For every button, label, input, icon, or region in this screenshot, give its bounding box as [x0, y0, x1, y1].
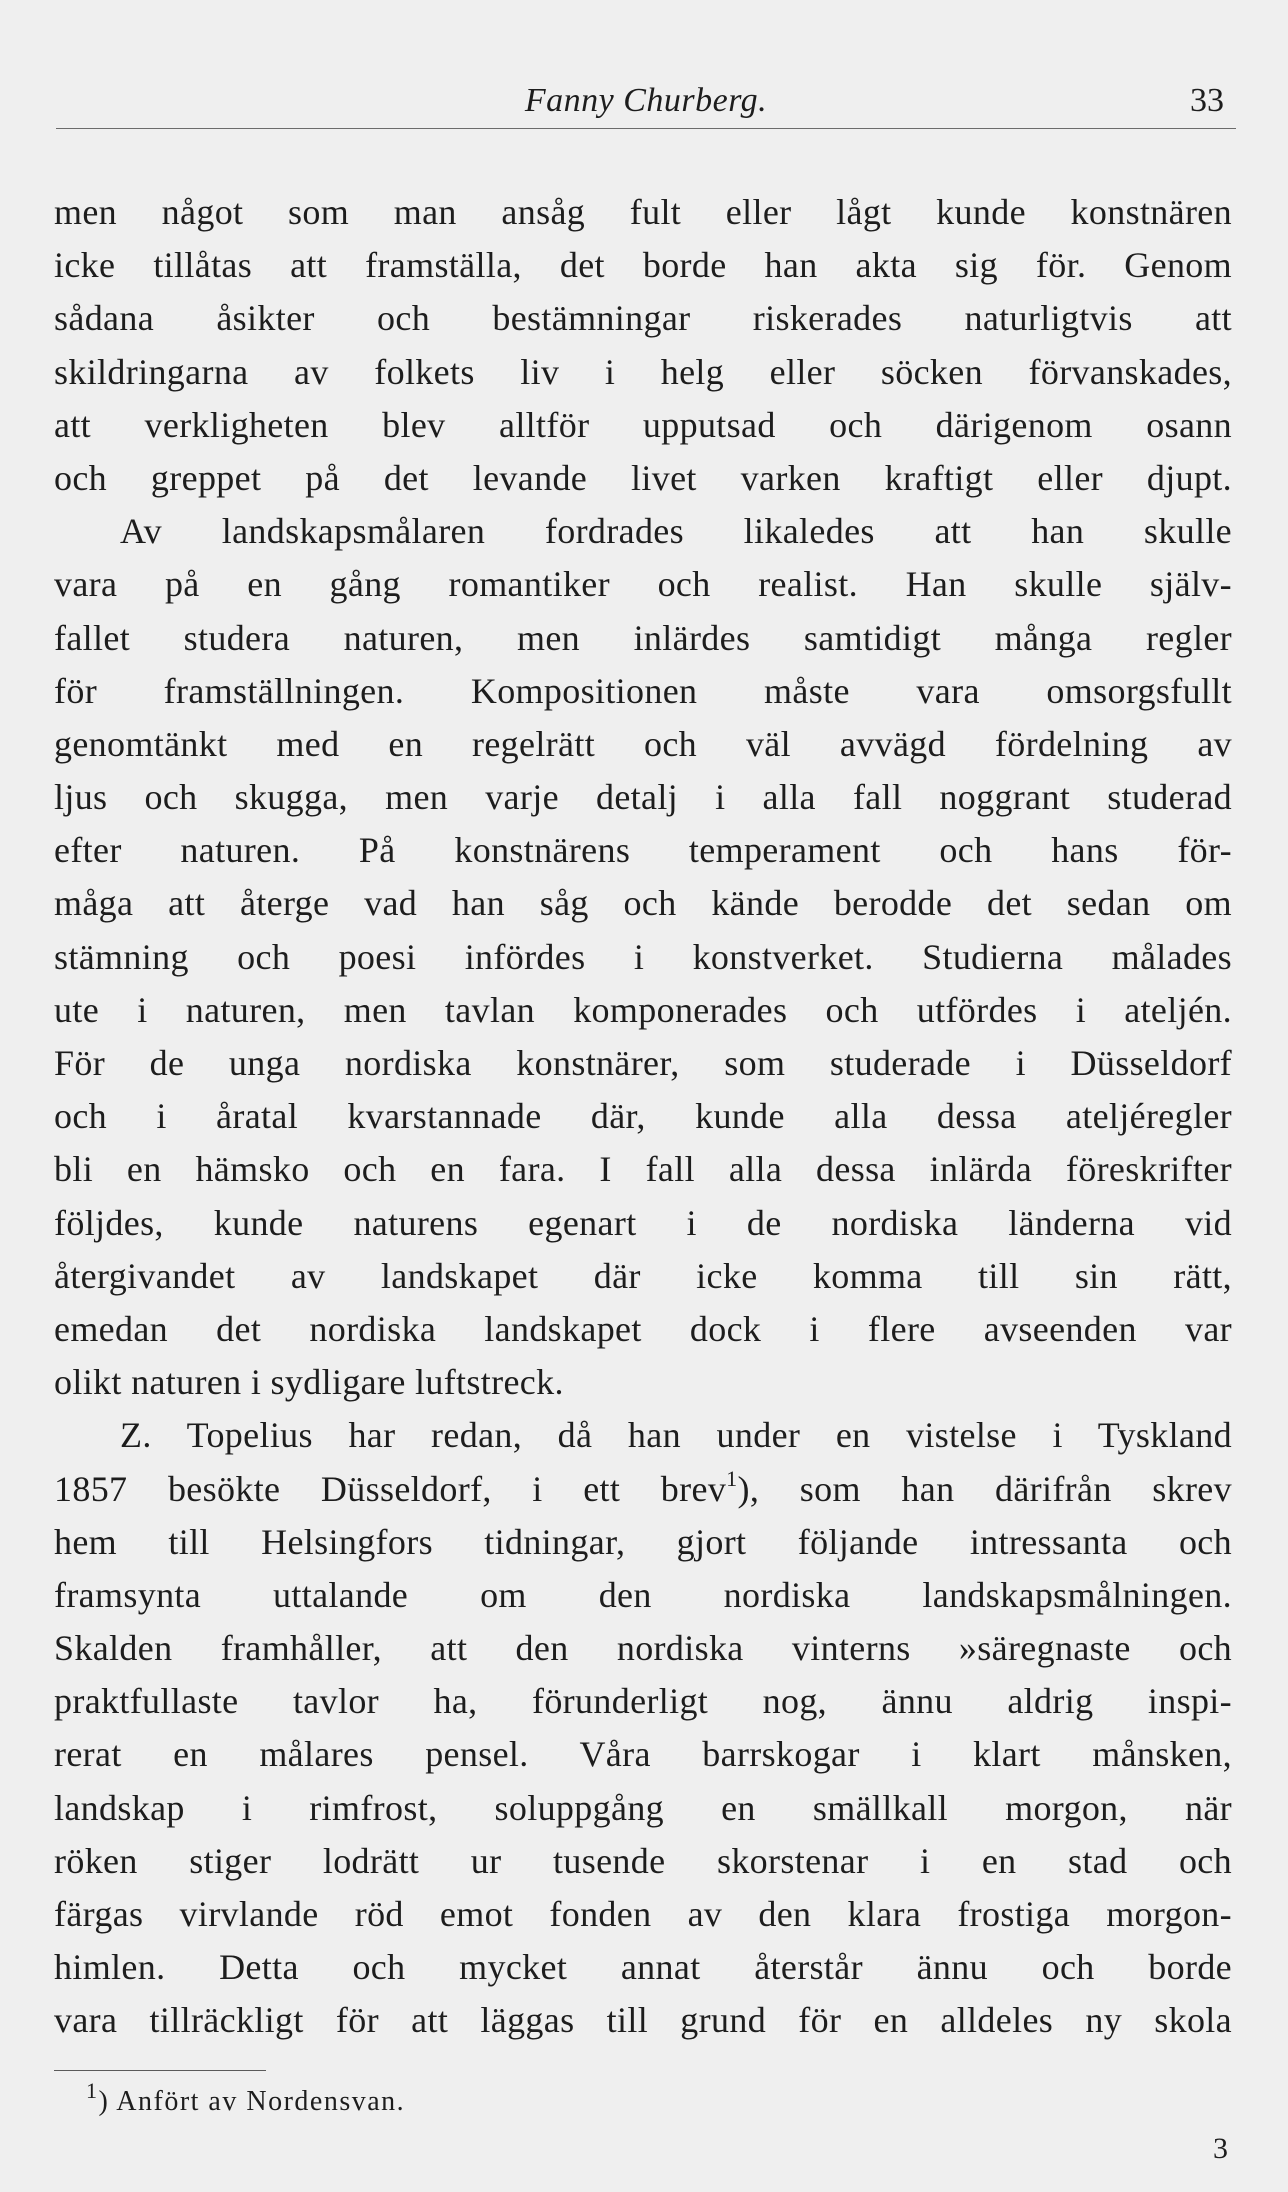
text-line-content: ljus och skugga, men varje detalj i alla fall noggrant studerad — [54, 777, 1232, 818]
text-line-content: Z. Topelius har redan, då han under en vistelse i Tyskland — [120, 1415, 1232, 1456]
text-line-content: skildringarna av folkets liv i helg eller söcken förvanskades, — [54, 351, 1232, 392]
text-line — [54, 1941, 1232, 1994]
text-line-content: hem till Helsingfors tidningar, gjort följande intressanta och — [54, 1521, 1232, 1562]
text-line — [54, 1994, 1232, 2047]
footnote — [86, 2077, 406, 2120]
text-line-content: landskap i rimfrost, soluppgång en smällkall morgon, när — [54, 1787, 1232, 1828]
text-line-content: praktfullaste tavlor ha, förunderligt nog, ännu aldrig inspi- — [54, 1681, 1232, 1722]
text-line-content: stämning och poesi infördes i konstverket. Studierna målades — [54, 936, 1232, 977]
text-line — [54, 186, 1232, 239]
text-line-content: Skalden framhåller, att den nordiska vinterns »säregnaste och — [54, 1628, 1232, 1669]
text-line — [54, 346, 1232, 399]
text-line-content: icke tillåtas att framställa, det borde han akta sig för. Genom — [54, 245, 1232, 286]
text-line — [54, 1622, 1232, 1675]
text-line-content: vara på en gång romantiker och realist. Han skulle själv- — [54, 564, 1232, 605]
text-line — [54, 877, 1232, 930]
text-line — [54, 824, 1232, 877]
running-title: Fanny Churberg. — [524, 82, 768, 119]
text-line — [54, 771, 1232, 824]
text-line-content: att verkligheten blev alltför upputsad och därigenom osann — [54, 404, 1232, 445]
text-line-content: sådana åsikter och bestämningar riskerades naturligtvis att — [54, 298, 1232, 339]
signature-mark: 3 — [1213, 2132, 1228, 2165]
text-line — [54, 931, 1232, 984]
text-line-content: himlen. Detta och mycket annat återstår ännu och borde — [54, 1947, 1232, 1988]
text-line-content: för framställningen. Kompositionen måste vara omsorgsfullt — [54, 670, 1232, 711]
text-line-content: ute i naturen, men tavlan komponerades och utfördes i ateljén. — [54, 989, 1232, 1030]
text-line — [54, 1090, 1232, 1143]
text-line — [54, 1463, 1232, 1516]
text-line-content: färgas virvlande röd emot fonden av den klara frostiga morgon- — [54, 1894, 1232, 1934]
text-line — [54, 665, 1232, 718]
footnote-marker: 1 — [86, 2077, 99, 2103]
text-line — [54, 1728, 1232, 1781]
text-line-content: 1857 besökte Düsseldorf, i ett brev — [54, 1468, 727, 1509]
text-line-continuation: ), som han därifrån skrev — [737, 1468, 1232, 1509]
text-line — [54, 984, 1232, 1037]
text-line — [54, 1782, 1232, 1835]
text-line — [54, 1143, 1232, 1196]
running-head — [56, 78, 1236, 129]
text-line-content: framsynta uttalande om den nordiska landskapsmålningen. — [54, 1574, 1232, 1615]
text-line — [54, 452, 1232, 505]
text-line — [54, 505, 1232, 558]
text-line — [54, 1409, 1232, 1462]
text-line — [54, 1569, 1232, 1622]
body-text — [54, 186, 1232, 2048]
text-line — [54, 612, 1232, 665]
text-line — [54, 1250, 1232, 1303]
text-line-content: bli en hämsko och en fara. I fall alla dessa inlärda föreskrifter — [54, 1149, 1232, 1190]
text-line-content: måga att återge vad han såg och kände berodde det sedan om — [54, 883, 1232, 924]
text-line — [54, 1675, 1232, 1728]
text-line-content: genomtänkt med en regelrätt och väl avvägd fördelning av — [54, 723, 1232, 764]
text-line — [54, 239, 1232, 292]
text-line-content: men något som man ansåg fult eller lågt kunde konstnären — [54, 192, 1232, 232]
text-line — [54, 1835, 1232, 1888]
text-line-content: efter naturen. På konstnärens temperament och hans för- — [54, 830, 1232, 871]
text-line-content: För de unga nordiska konstnärer, som studerade i Düsseldorf — [54, 1043, 1232, 1083]
text-line-content: Av landskapsmålaren fordrades likaledes att han skulle — [120, 511, 1232, 552]
text-line — [54, 1037, 1232, 1090]
footnote-text: ) Anfört av Nordensvan. — [98, 2086, 406, 2117]
text-line — [54, 558, 1232, 611]
text-line — [54, 1356, 1232, 1409]
text-line-content: fallet studera naturen, men inlärdes samtidigt många regler — [54, 617, 1232, 658]
text-line-content: emedan det nordiska landskapet dock i flere avseenden var — [54, 1308, 1232, 1349]
text-line — [54, 399, 1232, 452]
text-line-content: återgivandet av landskapet där icke komma till sin rätt, — [54, 1255, 1232, 1296]
footnote-divider — [54, 2070, 266, 2071]
text-line — [54, 1516, 1232, 1569]
text-line — [54, 1888, 1232, 1941]
text-line — [54, 1197, 1232, 1250]
text-line-content: och i åratal kvarstannade där, kunde alla dessa ateljéregler — [54, 1096, 1232, 1137]
text-line-content: vara tillräckligt för att läggas till grund för en alldeles ny skola — [54, 2000, 1232, 2041]
text-line-content: rerat en målares pensel. Våra barrskogar i klart månsken, — [54, 1734, 1232, 1775]
footnote-reference: 1 — [726, 1465, 738, 1491]
text-line-content: röken stiger lodrätt ur tusende skorstenar i en stad och — [54, 1840, 1232, 1881]
text-line-content: följdes, kunde naturens egenart i de nordiska länderna vid — [54, 1202, 1232, 1243]
page-number: 33 — [1190, 82, 1224, 119]
text-line — [54, 292, 1232, 345]
text-line — [54, 718, 1232, 771]
text-line-content: olikt naturen i sydligare luftstreck. — [54, 1362, 564, 1403]
text-line-content: och greppet på det levande livet varken kraftigt eller djupt. — [54, 457, 1232, 498]
text-line — [54, 1303, 1232, 1356]
